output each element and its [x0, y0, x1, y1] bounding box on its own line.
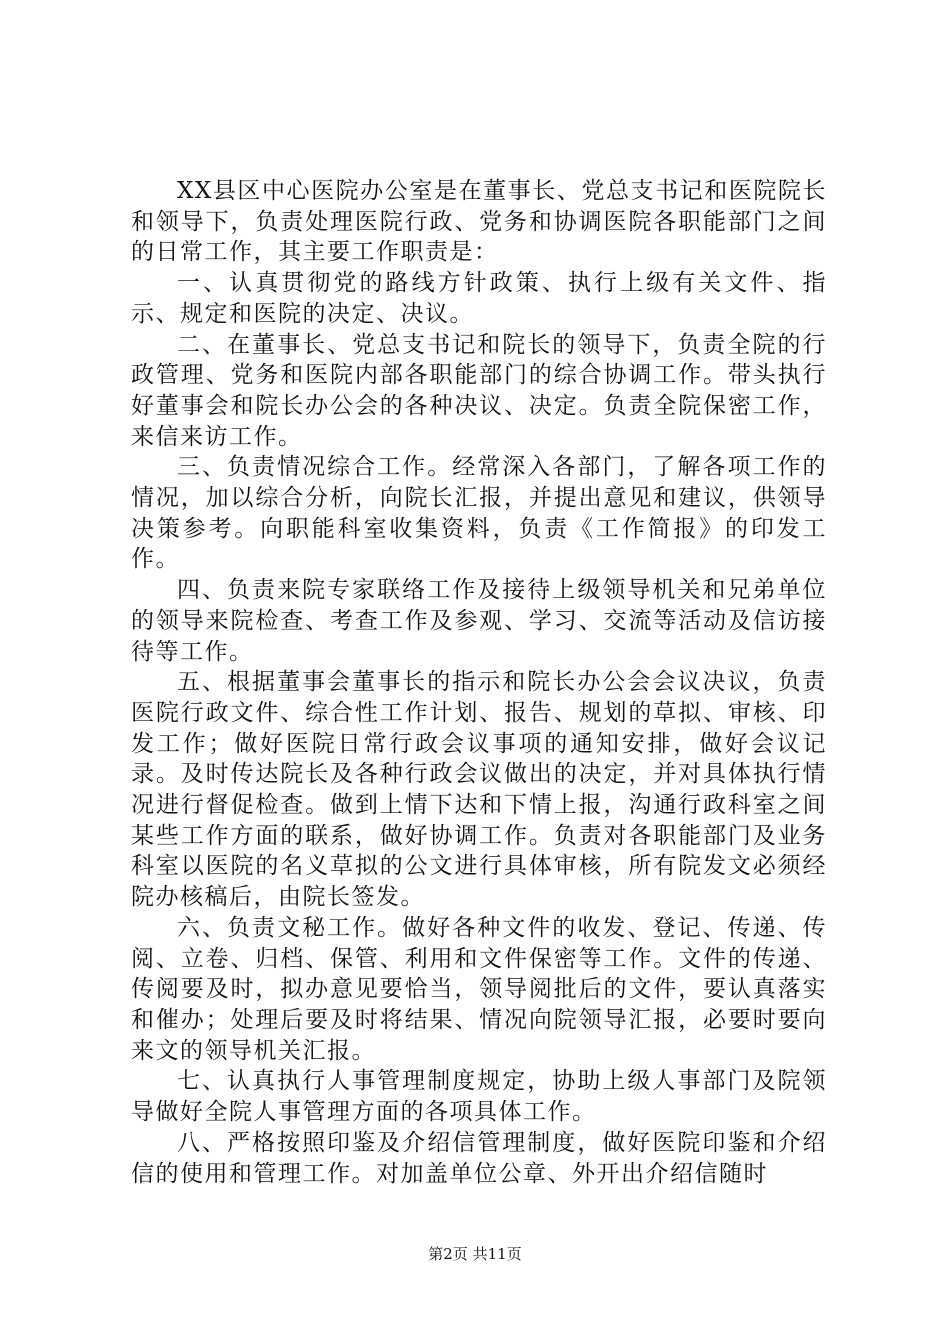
paragraph-duty-7: 七、认真执行人事管理制度规定，协助上级人事部门及院领导做好全院人事管理方面的各项具体工作。	[131, 1068, 827, 1126]
paragraph-duty-5: 五、根据董事会董事长的指示和院长办公会会议决议，负责医院行政文件、综合性工作计划、报告、规划的草拟、审核、印发工作；做好医院日常行政会议事项的通知安排，做好会议记录。及时传达院长及各种行政会议做出的决定，并对具体执行情况进行督促检查。做到上情下达和下情上报，沟通行政科室之间某些工作方面的联系，做好协调工作。负责对各职能部门及业务科室以医院的名义草拟的公文进行具体审核，所有院发文必须经院办核稿后，由院长签发。	[131, 669, 827, 911]
paragraph-duty-2: 二、在董事长、党总支书记和院长的领导下，负责全院的行政管理、党务和医院内部各职能部门的综合协调工作。带头执行好董事会和院长办公会的各种决议、决定。负责全院保密工作，来信来访工作。	[131, 331, 827, 450]
paragraph-duty-1: 一、认真贯彻党的路线方针政策、执行上级有关文件、指示、规定和医院的决定、决议。	[131, 270, 827, 327]
paragraph-duty-6: 六、负责文秘工作。做好各种文件的收发、登记、传递、传阅、立卷、归档、保管、利用和文件保密等工作。文件的传递、传阅要及时，拟办意见要恰当，领导阅批后的文件，要认真落实和催办；处理后要及时将结果、情况向院领导汇报，必要时要向来文的领导机关汇报。	[131, 914, 827, 1064]
document-body	[131, 176, 827, 1189]
paragraph-duty-3: 三、负责情况综合工作。经常深入各部门，了解各项工作的情况，加以综合分析，向院长汇报，并提出意见和建议，供领导决策参考。向职能科室收集资料，负责《工作简报》的印发工作。	[131, 454, 827, 573]
paragraph-intro: XX县区中心医院办公室是在董事长、党总支书记和医院院长和领导下，负责处理医院行政、党务和协调医院各职能部门之间的日常工作，其主要工作职责是：	[131, 178, 827, 266]
page-number-footer: 第2页 共11页	[428, 1245, 522, 1263]
paragraph-duty-4: 四、负责来院专家联络工作及接待上级领导机关和兄弟单位的领导来院检查、考查工作及参观、学习、交流等活动及信访接待等工作。	[131, 577, 827, 665]
paragraph-duty-8: 八、严格按照印鉴及介绍信管理制度，做好医院印鉴和介绍信的使用和管理工作。对加盖单位公章、外开出介绍信随时	[131, 1129, 827, 1187]
